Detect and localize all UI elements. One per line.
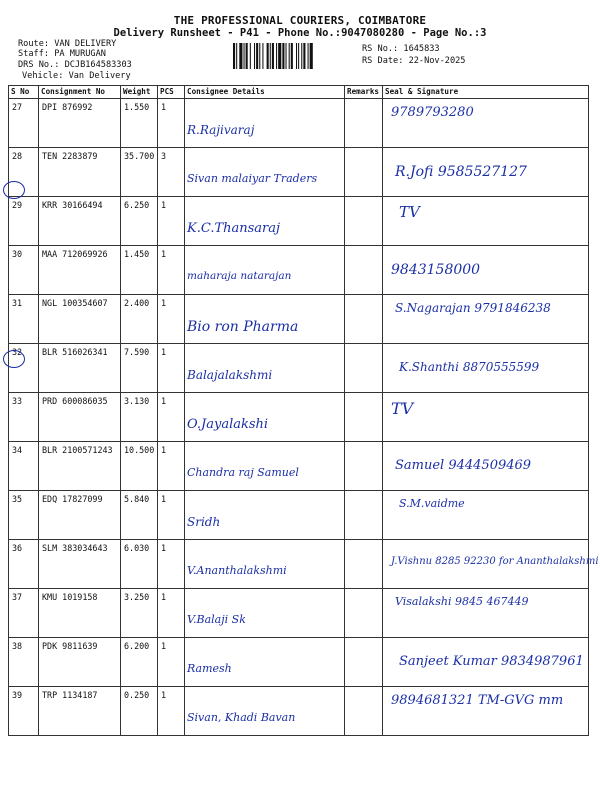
handwritten-signature: R.Jofi 9585527127: [395, 164, 527, 180]
handwritten-consignee-name: V.Balaji Sk: [187, 613, 246, 626]
runsheet-subtitle: Delivery Runsheet - P41 - Phone No.:9047080280 - Page No.:3: [113, 27, 487, 39]
seal-signature-cell: [383, 344, 589, 393]
vehicle-label: Vehicle: Van Delivery: [22, 71, 131, 81]
consignment-number-cell: [39, 99, 121, 148]
col-remarks: Remarks: [345, 86, 383, 99]
table-row: [9, 687, 589, 736]
weight-value: 1.450: [124, 249, 150, 259]
seal-signature-cell: [383, 295, 589, 344]
table-header-row: [9, 86, 589, 99]
col-sno: S No: [9, 86, 39, 99]
barcode-bar: [301, 43, 302, 69]
consignee-details-cell: [185, 99, 345, 148]
remarks-cell: [345, 344, 383, 393]
handwritten-consignee-name: Chandra raj Samuel: [187, 466, 299, 479]
barcode: [232, 43, 358, 69]
barcode-bar: [259, 43, 260, 69]
consignment-number: MAA 712069926: [42, 249, 108, 259]
remarks-cell: [345, 99, 383, 148]
pcs-value-cell: [158, 344, 185, 393]
consignment-number: BLR 2100571243: [42, 445, 113, 455]
serial-number: 29: [12, 200, 23, 210]
serial-number-cell: [9, 638, 39, 687]
consignment-number-cell: [39, 491, 121, 540]
consignee-details-cell: [185, 589, 345, 638]
consignment-number: TEN 2283879: [42, 151, 98, 161]
table-row: [9, 197, 589, 246]
weight-value: 2.400: [124, 298, 150, 308]
table-row: [9, 295, 589, 344]
serial-number-cell: [9, 687, 39, 736]
pcs-value-cell: [158, 295, 185, 344]
consignment-number-cell: [39, 589, 121, 638]
barcode-bar: [262, 43, 263, 69]
col-seal-signature: Seal & Signature: [383, 86, 589, 99]
table-row: [9, 393, 589, 442]
weight-value-cell: [121, 589, 158, 638]
consignee-details-cell: [185, 442, 345, 491]
handwritten-consignee-name: K.C.Thansaraj: [187, 221, 281, 236]
pcs-value-cell: [158, 687, 185, 736]
seal-signature-cell: [383, 540, 599, 589]
weight-value-cell: [121, 638, 158, 687]
circled-row-mark-29: [3, 181, 25, 199]
rs-number: RS No.: 1645833: [362, 44, 440, 54]
serial-number-cell: [9, 491, 39, 540]
seal-signature-cell: [383, 638, 589, 687]
serial-number-cell: [9, 295, 39, 344]
weight-value-cell: [121, 491, 158, 540]
table-row: [9, 589, 589, 638]
pcs-value: 1: [161, 249, 167, 259]
barcode-bar: [289, 43, 290, 69]
handwritten-signature: J.Vishnu 8285 92230 for Ananthalakshmi: [391, 556, 599, 567]
remarks-cell: [345, 295, 383, 344]
weight-value-cell: [121, 540, 158, 589]
consignment-number: EDQ 17827099: [42, 494, 103, 504]
pcs-value-cell: [158, 442, 185, 491]
handwritten-signature: Samuel 9444509469: [395, 458, 532, 473]
pcs-value-cell: [158, 148, 185, 197]
consignee-details-cell: [185, 687, 345, 736]
consignment-number-cell: [39, 246, 121, 295]
document-title: THE PROFESSIONAL COURIERS, COIMBATORE: [173, 14, 427, 27]
seal-signature-cell: [383, 589, 589, 638]
consignment-number: PRD 600086035: [42, 396, 108, 406]
remarks-cell: [345, 638, 383, 687]
handwritten-signature: Sanjeet Kumar 9834987961: [399, 654, 584, 669]
seal-signature-cell: [383, 148, 589, 197]
weight-value: 7.590: [124, 347, 150, 357]
weight-value: 0.250: [124, 690, 150, 700]
handwritten-consignee-name: V.Ananthalakshmi: [187, 564, 287, 577]
consignee-details-cell: [185, 197, 345, 246]
serial-number: 38: [12, 641, 23, 651]
seal-signature-cell: [383, 197, 589, 246]
consignment-number-cell: [39, 393, 121, 442]
weight-value: 6.250: [124, 200, 150, 210]
weight-value: 1.550: [124, 102, 150, 112]
serial-number: 28: [12, 151, 23, 161]
seal-signature-cell: [383, 246, 589, 295]
serial-number: 39: [12, 690, 23, 700]
remarks-cell: [345, 393, 383, 442]
consignee-details-cell: [185, 393, 345, 442]
weight-value: 5.840: [124, 494, 150, 504]
pcs-value: 1: [161, 592, 167, 602]
runsheet-table: [8, 85, 599, 736]
serial-number-cell: [9, 393, 39, 442]
serial-number: 34: [12, 445, 23, 455]
barcode-bar: [254, 43, 255, 69]
handwritten-consignee-name: Sivan, Khadi Bavan: [187, 711, 296, 724]
pcs-value-cell: [158, 197, 185, 246]
barcode-bar: [239, 43, 242, 69]
handwritten-signature: TV: [399, 203, 420, 221]
pcs-value-cell: [158, 638, 185, 687]
table-row: [9, 491, 589, 540]
weight-value-cell: [121, 99, 158, 148]
handwritten-signature: 9843158000: [391, 262, 481, 278]
barcode-bar: [310, 43, 313, 69]
pcs-value: 1: [161, 102, 167, 112]
barcode-bar: [308, 43, 309, 69]
table-row: [9, 638, 589, 687]
pcs-value-cell: [158, 99, 185, 148]
table-row: [9, 246, 589, 295]
remarks-cell: [345, 442, 383, 491]
consignee-details-cell: [185, 295, 345, 344]
barcode-bar: [291, 43, 293, 69]
table-row: [9, 344, 589, 393]
table-row: [9, 540, 589, 589]
consignment-number-cell: [39, 540, 121, 589]
pcs-value-cell: [158, 491, 185, 540]
barcode-bar: [233, 43, 235, 69]
barcode-bar: [276, 43, 277, 69]
consignee-details-cell: [185, 344, 345, 393]
pcs-value: 1: [161, 396, 167, 406]
staff-label: Staff: PA MURUGAN: [18, 49, 106, 59]
handwritten-consignee-name: Sivan malaiyar Traders: [187, 172, 318, 185]
consignment-number-cell: [39, 687, 121, 736]
barcode-bar: [236, 43, 237, 69]
consignment-number-cell: [39, 148, 121, 197]
serial-number-cell: [9, 99, 39, 148]
consignment-number-cell: [39, 638, 121, 687]
serial-number: 37: [12, 592, 23, 602]
serial-number: 35: [12, 494, 23, 504]
seal-signature-cell: [383, 491, 589, 540]
remarks-cell: [345, 687, 383, 736]
serial-number: 27: [12, 102, 23, 112]
handwritten-signature: K.Shanthi 8870555599: [399, 360, 540, 374]
remarks-cell: [345, 589, 383, 638]
col-pcs: PCS: [158, 86, 185, 99]
weight-value: 6.030: [124, 543, 150, 553]
pcs-value: 1: [161, 690, 167, 700]
serial-number: 30: [12, 249, 23, 259]
table-row: [9, 148, 589, 197]
weight-value: 3.130: [124, 396, 150, 406]
weight-value-cell: [121, 295, 158, 344]
consignment-number: PDK 9811639: [42, 641, 98, 651]
weight-value: 10.500: [124, 445, 155, 455]
consignment-number: NGL 100354607: [42, 298, 108, 308]
col-consignee: Consignee Details: [185, 86, 345, 99]
handwritten-signature: Visalakshi 9845 467449: [395, 595, 529, 608]
consignment-number: TRP 1134187: [42, 690, 98, 700]
barcode-bar: [270, 43, 271, 69]
weight-value-cell: [121, 442, 158, 491]
handwritten-signature: S.Nagarajan 9791846238: [395, 301, 551, 315]
handwritten-signature: 9789793280: [391, 105, 474, 120]
serial-number-cell: [9, 197, 39, 246]
consignment-number-cell: [39, 197, 121, 246]
remarks-cell: [345, 491, 383, 540]
pcs-value-cell: [158, 393, 185, 442]
barcode-bar: [244, 43, 245, 69]
serial-number: 31: [12, 298, 23, 308]
pcs-value: 1: [161, 641, 167, 651]
barcode-bar: [303, 43, 305, 69]
consignment-number: BLR 516026341: [42, 347, 108, 357]
consignee-details-cell: [185, 540, 345, 589]
serial-number: 32: [12, 347, 23, 357]
seal-signature-cell: [383, 99, 589, 148]
barcode-bar: [296, 43, 297, 69]
pcs-value: 1: [161, 298, 167, 308]
consignee-details-cell: [185, 491, 345, 540]
remarks-cell: [345, 540, 383, 589]
barcode-bar: [246, 43, 248, 69]
consignment-number-cell: [39, 442, 121, 491]
weight-value-cell: [121, 197, 158, 246]
remarks-cell: [345, 148, 383, 197]
consignment-number: SLM 383034643: [42, 543, 108, 553]
weight-value-cell: [121, 344, 158, 393]
consignee-details-cell: [185, 638, 345, 687]
consignee-details-cell: [185, 148, 345, 197]
pcs-value: 1: [161, 347, 167, 357]
handwritten-consignee-name: maharaja natarajan: [187, 270, 292, 282]
remarks-cell: [345, 246, 383, 295]
serial-number-cell: [9, 540, 39, 589]
col-consignment: Consignment No: [39, 86, 121, 99]
barcode-bar: [298, 43, 299, 69]
handwritten-consignee-name: Ramesh: [187, 662, 232, 675]
weight-value: 35.700: [124, 151, 155, 161]
pcs-value: 1: [161, 200, 167, 210]
pcs-value: 1: [161, 494, 167, 504]
weight-value: 6.200: [124, 641, 150, 651]
handwritten-consignee-name: Balajalakshmi: [187, 368, 273, 382]
pcs-value: 1: [161, 445, 167, 455]
barcode-bar: [256, 43, 258, 69]
weight-value-cell: [121, 393, 158, 442]
weight-value-cell: [121, 246, 158, 295]
barcode-bar: [267, 43, 269, 69]
seal-signature-cell: [383, 393, 589, 442]
pcs-value: 3: [161, 151, 167, 161]
pcs-value: 1: [161, 543, 167, 553]
drs-number: DRS No.: DCJB164583303: [18, 60, 132, 70]
consignment-number-cell: [39, 295, 121, 344]
remarks-cell: [345, 197, 383, 246]
pcs-value-cell: [158, 540, 185, 589]
weight-value-cell: [121, 687, 158, 736]
barcode-bar: [282, 43, 284, 69]
seal-signature-cell: [383, 442, 589, 491]
col-weight: Weight: [121, 86, 158, 99]
handwritten-signature: 9894681321 TM-GVG mm: [391, 693, 564, 708]
table-row: [9, 99, 589, 148]
serial-number: 36: [12, 543, 23, 553]
barcode-bar: [272, 43, 274, 69]
barcode-bar: [286, 43, 287, 69]
consignment-number: KMU 1019158: [42, 592, 98, 602]
consignment-number: DPI 876992: [42, 102, 93, 112]
serial-number-cell: [9, 246, 39, 295]
table-row: [9, 442, 589, 491]
circled-row-mark-33: [3, 350, 25, 368]
handwritten-consignee-name: Bio ron Pharma: [187, 319, 299, 335]
serial-number-cell: [9, 589, 39, 638]
serial-number: 33: [12, 396, 23, 406]
pcs-value-cell: [158, 246, 185, 295]
consignment-number-cell: [39, 344, 121, 393]
seal-signature-cell: [383, 687, 589, 736]
handwritten-signature: TV: [391, 399, 414, 418]
consignment-number: KRR 30166494: [42, 200, 103, 210]
rs-date: RS Date: 22-Nov-2025: [362, 56, 466, 66]
handwritten-consignee-name: R.Rajivaraj: [187, 123, 255, 137]
serial-number-cell: [9, 442, 39, 491]
weight-value: 3.250: [124, 592, 150, 602]
handwritten-consignee-name: O.Jayalakshi: [187, 417, 269, 432]
barcode-bar: [250, 43, 251, 69]
handwritten-signature: S.M.vaidme: [399, 497, 465, 510]
route-label: Route: VAN DELIVERY: [18, 39, 117, 49]
barcode-bar: [278, 43, 281, 69]
pcs-value-cell: [158, 589, 185, 638]
handwritten-consignee-name: Sridh: [187, 515, 221, 529]
consignee-details-cell: [185, 246, 345, 295]
weight-value-cell: [121, 148, 158, 197]
